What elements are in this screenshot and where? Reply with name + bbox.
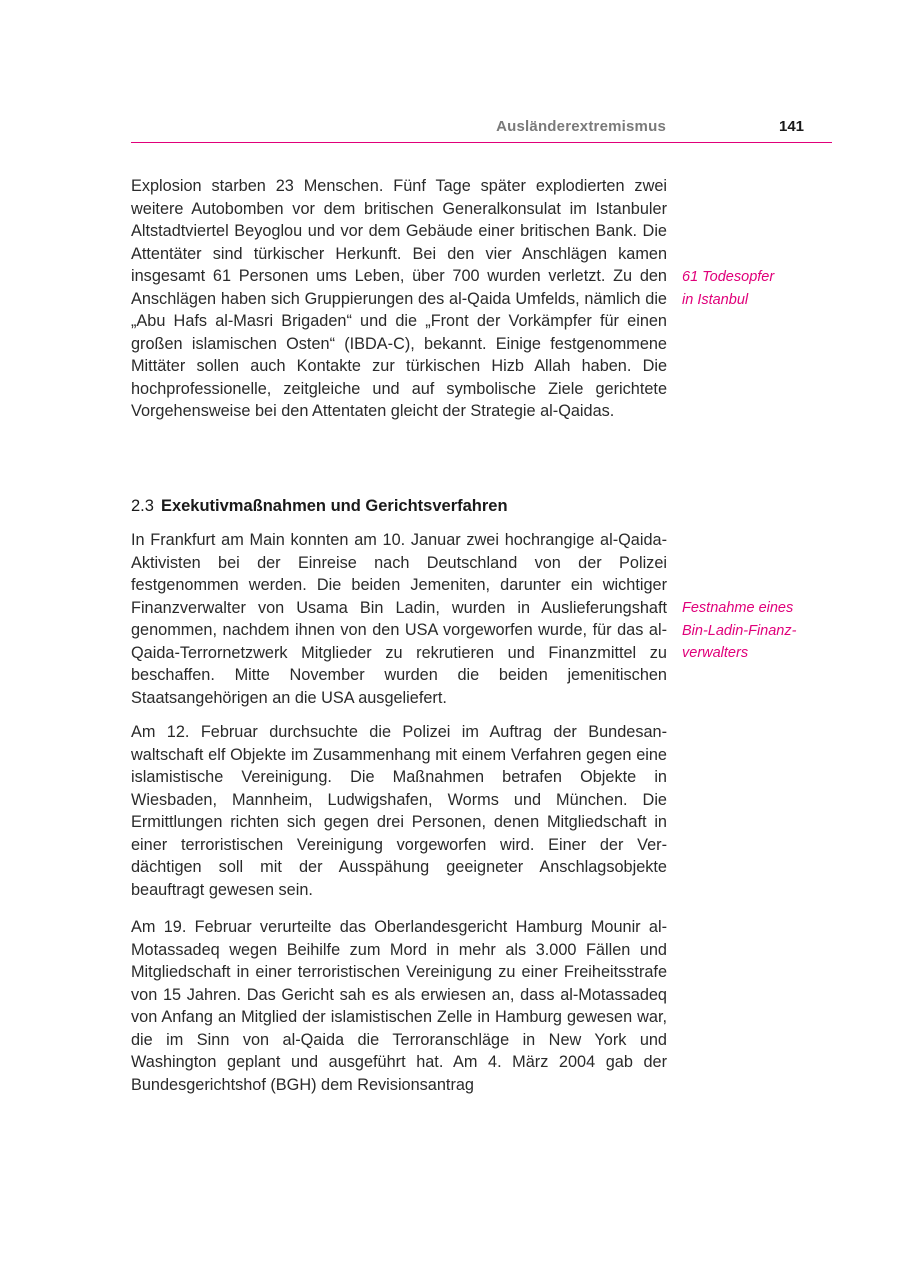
margin-note-todesopfer <box>682 266 832 311</box>
running-header <box>131 116 832 143</box>
body-paragraph-3: Am 12. Februar durchsuchte die Polizei im Auftrag der Bundesanwaltschaft elf Objekte im Zusammenhang mit einem Verfahren gegen eine islamistische Vereinigung. Die Maßnahmen betrafen Objekte in Wiesbaden, Mannheim, Ludwigshafen, Worms und München. Die Ermittlungen richten sich gegen drei Personen, denen Mitgliedschaft in einer terroristischen Vereinigung vorgeworfen wird. Einer der Verdächtigen soll mit der Ausspähung geeigneter Anschlagsobjekte beauftragt gewesen sein. <box>131 723 667 899</box>
running-header-title: Ausländerextremismus <box>496 118 666 135</box>
section-number: 2.3 <box>131 497 154 515</box>
body-paragraph-2: In Frankfurt am Main konnten am 10. Januar zwei hochrangige al-Qaida-Aktivisten bei der Einreise nach Deutschland von der Polizei festgenommen werden. Die beiden Jemeniten, darunter ein wichtiger Finanzverwalter von Usama Bin Ladin, wurden in Auslieferungshaft genommen, nachdem ihnen von den USA vorgeworfen wurde, für das al-Qaida-Terrornetzwerk Mitglieder zu rekrutieren und Finanzmittel zu beschaffen. Mitte November wurden die beiden jemenitischen Staatsangehörigen an die USA ausgeliefert. <box>131 531 667 707</box>
margin-note-festnahme <box>682 597 832 665</box>
margin-note-line: verwalters <box>682 645 749 661</box>
section-heading <box>131 495 508 517</box>
body-paragraph-4: Am 19. Februar verurteilte das Oberlandesgericht Hamburg Mounir al-Motassadeq wegen Beihilfe zum Mord in mehr als 3.000 Fällen und Mitgliedschaft in einer terroristischen Vereinigung zu einer Freiheitsstrafe von 15 Jahren. Das Gericht sah es als erwiesen an, dass al-Motassadeq von Anfang an Mitglied der islamistischen Zelle in Hamburg gewesen war, die im Sinn von al-Qaida die Terroranschläge in New York und Washington geplant und ausgeführt hat. Am 4. März 2004 gab der Bundesgerichtshof (BGH) dem Revisionsantrag <box>131 918 667 1094</box>
margin-note-line: 61 Todesopfer <box>682 269 775 285</box>
section-title: Exekutivmaßnahmen und Gerichtsverfahren <box>160 497 508 515</box>
margin-note-line: Bin-Ladin-Finanz- <box>682 622 797 639</box>
margin-note-line: Festnahme eines <box>682 600 794 616</box>
body-paragraph-1: Explosion starben 23 Menschen. Fünf Tage später explodierten zwei weitere Autobomben vor dem britischen Generalkonsulat im Istanbuler Altstadtviertel Beyoglou und vor dem Gebäude einer britischen Bank. Die Attentäter sind türkischer Herkunft. Bei den vier Anschlägen kamen insgesamt 61 Personen ums Leben, über 700 wurden verletzt. Zu den Anschlägen haben sich Gruppierungen des al-Qaida Umfelds, nämlich die „Abu Hafs al-Masri Brigaden“ und die „Front der Vorkämpfer für einen großen islamischen Osten“ (IBDA-C), bekannt. Einige festgenommene Mittäter sollen auch Kontakte zur türkischen Hizb Allah haben. Die hochprofessionelle, zeitgleiche und auf symbolische Ziele gerichtete Vorgehensweise bei den Attentaten gleicht der Strategie al-Qaidas. <box>131 177 667 420</box>
margin-note-line: in Istanbul <box>682 291 749 308</box>
page-number: 141 <box>779 118 805 135</box>
